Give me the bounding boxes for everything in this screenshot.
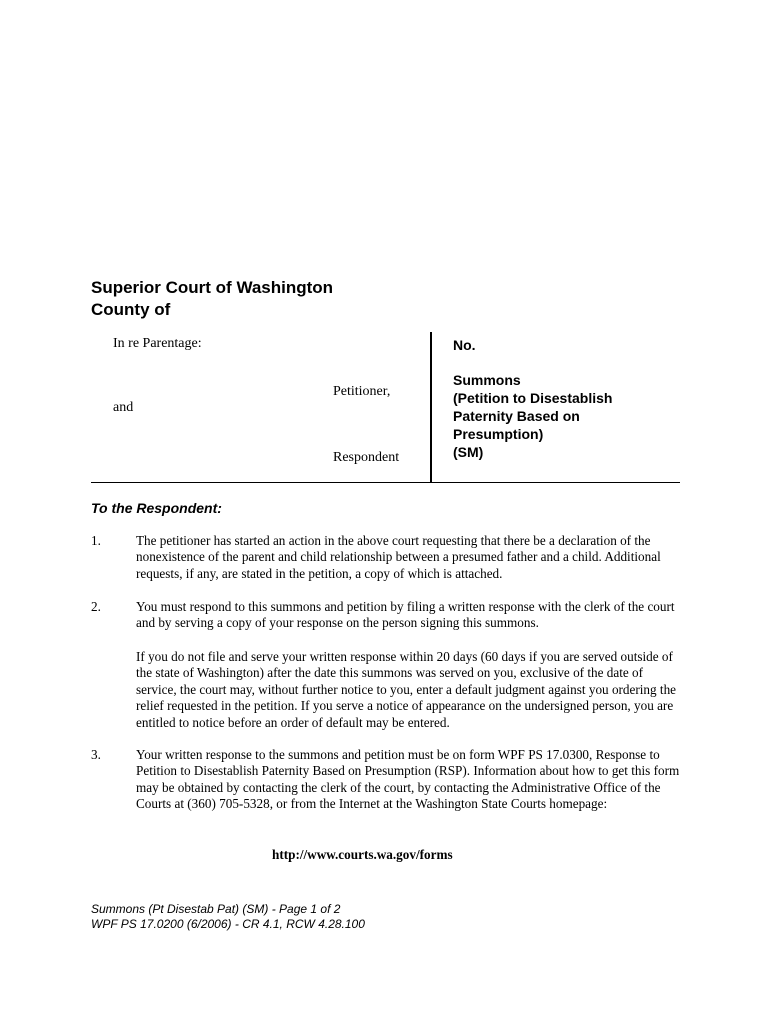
forms-url-link[interactable]: http://www.courts.wa.gov/forms (272, 847, 453, 862)
case-caption (91, 332, 680, 483)
salutation: To the Respondent: (91, 500, 222, 516)
item-number: 2. (91, 599, 101, 614)
page-footer (91, 902, 365, 932)
item-number: 3. (91, 747, 101, 762)
title-line: Paternity Based on (453, 408, 580, 424)
and-label: and (113, 400, 134, 415)
item-paragraph: The petitioner has started an action in the above court requesting that there be a declaration of the nonexistence of the parent and child relationship between a presumed father and a child. Additional requests, if any, are stated in the petition, a copy of which is attached. (136, 533, 661, 581)
respondent-label: Respondent (333, 450, 400, 465)
item-paragraph: Your written response to the summons and petition must be on form WPF PS 17.0300, Response to Petition to Disestablish Paternity Based on Presumption (RSP). Information about how to get this form may be obtained by contacting the clerk of the court, by contacting the Administrative Office of the Courts at (360) 705-5328, or from the Internet at the Washington State Courts homepage: (136, 747, 680, 812)
footer-line: Summons (Pt Disestab Pat) (SM) - Page 1 of 2 (91, 902, 341, 916)
court-name: Superior Court of Washington (91, 278, 334, 297)
item-paragraph: You must respond to this summons and petition by filing a written response with the clerk of the court and by serving a copy of your response on the person signing this summons. (136, 599, 675, 631)
document-title (453, 371, 612, 461)
item-paragraph: If you do not file and serve your written response within 20 days (60 days if you are served outside of the state of Washington) after the date this summons was served on you, exclusive of the date of service, the court may, without further notice to you, enter a default judgment against you ordering the relief requested in the petition. If you serve a notice of appearance on the undersigned person, you are entitled to notice before an order of default may be entered. (136, 649, 677, 730)
in-re-label: In re Parentage: (113, 336, 202, 351)
title-line: (Petition to Disestablish (453, 390, 613, 406)
footer-line: WPF PS 17.0200 (6/2006) - CR 4.1, RCW 4.28.100 (91, 917, 365, 931)
county-line: County of (91, 300, 171, 319)
case-number-label: No. (453, 337, 476, 353)
title-line: (SM) (453, 444, 484, 460)
title-line: Presumption) (453, 426, 544, 442)
caption-divider (430, 332, 432, 482)
court-heading (91, 277, 333, 321)
item-number: 1. (91, 533, 101, 548)
title-line: Summons (453, 372, 521, 388)
petitioner-label: Petitioner, (333, 384, 391, 399)
